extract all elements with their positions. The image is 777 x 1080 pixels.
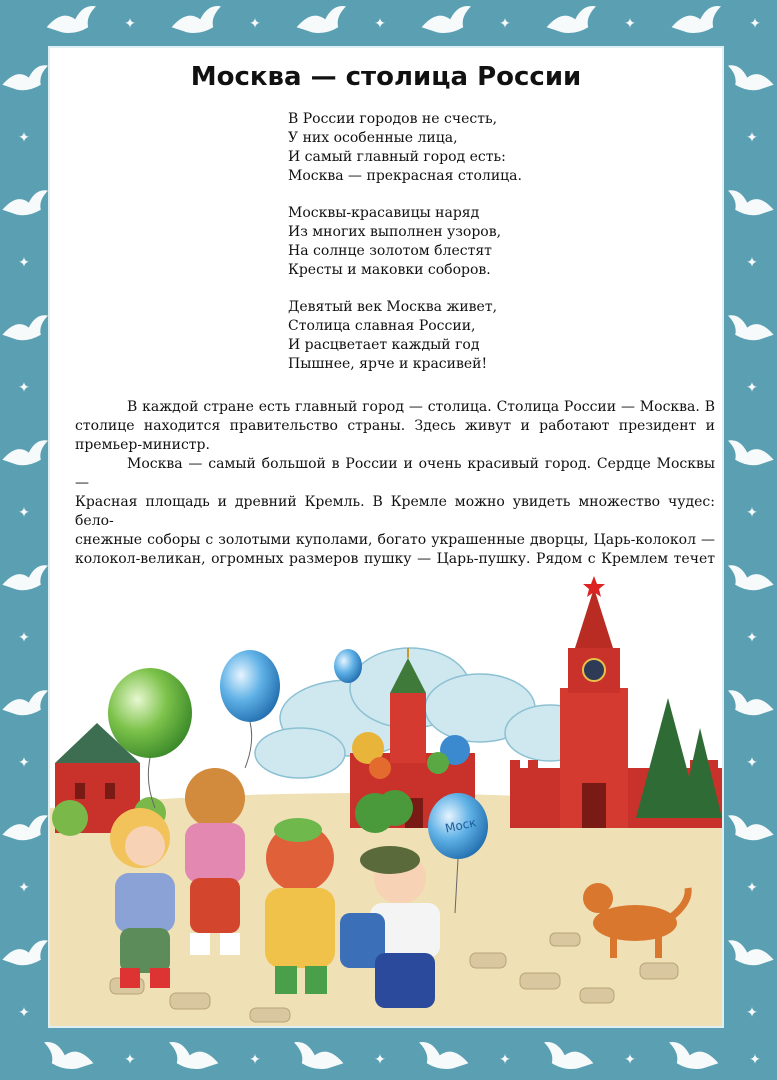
poem-line: Девятый век Москва живет, — [288, 299, 498, 315]
star-ornament: ✦ — [746, 755, 758, 771]
poem-line: И самый главный город есть: — [288, 149, 506, 165]
star-ornament: ✦ — [18, 255, 30, 271]
green-balloon — [108, 668, 192, 758]
star-ornament: ✦ — [249, 1052, 261, 1068]
star-ornament: ✦ — [746, 880, 758, 896]
dove-ornament — [728, 65, 774, 90]
dove-ornament — [294, 1042, 343, 1069]
dove-ornament — [172, 6, 221, 33]
child-red-hair — [265, 818, 335, 994]
poem-line: На солнце золотом блестят — [288, 243, 492, 259]
star-ornament: ✦ — [249, 16, 261, 32]
poem-stanza-3 — [288, 298, 548, 374]
poem-line: Москва — прекрасная столица. — [288, 168, 522, 184]
dove-ornament — [728, 565, 774, 590]
star-ornament: ✦ — [18, 505, 30, 521]
dove-ornament — [2, 315, 48, 340]
star-ornament: ✦ — [374, 16, 386, 32]
small-blue-balloon — [334, 649, 362, 683]
dove-ornament — [297, 6, 346, 33]
dove-ornament — [547, 6, 596, 33]
star-ornament: ✦ — [18, 630, 30, 646]
dove-ornament — [419, 1042, 468, 1069]
star-ornament: ✦ — [746, 505, 758, 521]
poem-line: У них особенные лица, — [288, 130, 458, 146]
dove-ornament — [169, 1042, 218, 1069]
star-ornament: ✦ — [124, 1052, 136, 1068]
star-ornament: ✦ — [124, 16, 136, 32]
red-square-scene — [50, 568, 722, 1026]
dove-ornament — [2, 565, 48, 590]
moscow-illustration — [50, 568, 722, 1026]
dove-ornament — [728, 815, 774, 840]
dove-ornament — [2, 65, 48, 90]
star-ornament: ✦ — [18, 130, 30, 146]
star-ornament: ✦ — [18, 755, 30, 771]
dove-ornament — [669, 1042, 718, 1069]
star-ornament: ✦ — [749, 16, 761, 32]
star-ornament: ✦ — [746, 630, 758, 646]
star-ornament: ✦ — [18, 380, 30, 396]
poem — [288, 110, 548, 392]
balloon-text: Моск — [443, 815, 478, 836]
dove-ornament — [728, 440, 774, 465]
poem-line: Из многих выполнен узоров, — [288, 224, 502, 240]
paragraph-1: В каждой стране есть главный город — столица. Столица России — Москва. В столице находится правительство страны. Здесь живут и работают президент и премьер-министр. — [75, 399, 715, 453]
star-ornament: ✦ — [749, 1052, 761, 1068]
star-ornament: ✦ — [499, 16, 511, 32]
poem-line: В России городов не счесть, — [288, 111, 498, 127]
dove-ornament — [2, 940, 48, 965]
poem-line: Кресты и маковки соборов. — [288, 262, 491, 278]
star-ornament: ✦ — [624, 1052, 636, 1068]
page-title: Москва — столица России — [190, 62, 582, 92]
dove-ornament — [728, 190, 774, 215]
star-ornament: ✦ — [499, 1052, 511, 1068]
dove-ornament — [44, 1042, 93, 1069]
poem-line: Пышнее, ярче и красивей! — [288, 356, 488, 372]
dove-ornament — [544, 1042, 593, 1069]
star-ornament: ✦ — [746, 255, 758, 271]
star-ornament: ✦ — [624, 16, 636, 32]
poem-stanza-2 — [288, 204, 548, 280]
poem-stanza-1 — [288, 110, 548, 186]
dove-ornament — [2, 815, 48, 840]
poem-line: Столица славная России, — [288, 318, 476, 334]
paragraph-line: колокол-великан, огромных размеров пушку — Царь-пушку. Рядом с Кремлем течет — [75, 551, 715, 567]
dove-ornament — [2, 190, 48, 215]
paragraph-line: снежные соборы с золотыми куполами, богато украшенные дворцы, Царь-колокол — — [75, 532, 715, 548]
poem-line: И расцветает каждый год — [288, 337, 480, 353]
dove-ornament — [2, 440, 48, 465]
dove-ornament — [728, 315, 774, 340]
star-ornament: ✦ — [374, 1052, 386, 1068]
paragraph-line: Красная площадь и древний Кремль. В Кремле можно увидеть множество чудес: бело- — [75, 494, 715, 529]
poem-line: Москвы-красавицы наряд — [288, 205, 480, 221]
child-pigtails — [185, 768, 245, 955]
star-ornament: ✦ — [18, 1005, 30, 1021]
star-ornament: ✦ — [746, 130, 758, 146]
star-ornament: ✦ — [746, 380, 758, 396]
dove-ornament — [2, 690, 48, 715]
dove-ornament — [47, 6, 96, 33]
dove-ornament — [422, 6, 471, 33]
blue-balloon — [220, 650, 280, 722]
page-sheet — [50, 48, 722, 1026]
dove-ornament — [728, 940, 774, 965]
star-ornament: ✦ — [18, 880, 30, 896]
star-ornament: ✦ — [746, 1005, 758, 1021]
paragraph-line: Москва — самый большой в России и очень красивый город. Сердце Москвы — — [75, 456, 715, 491]
dove-ornament — [728, 690, 774, 715]
dove-ornament — [672, 6, 721, 33]
